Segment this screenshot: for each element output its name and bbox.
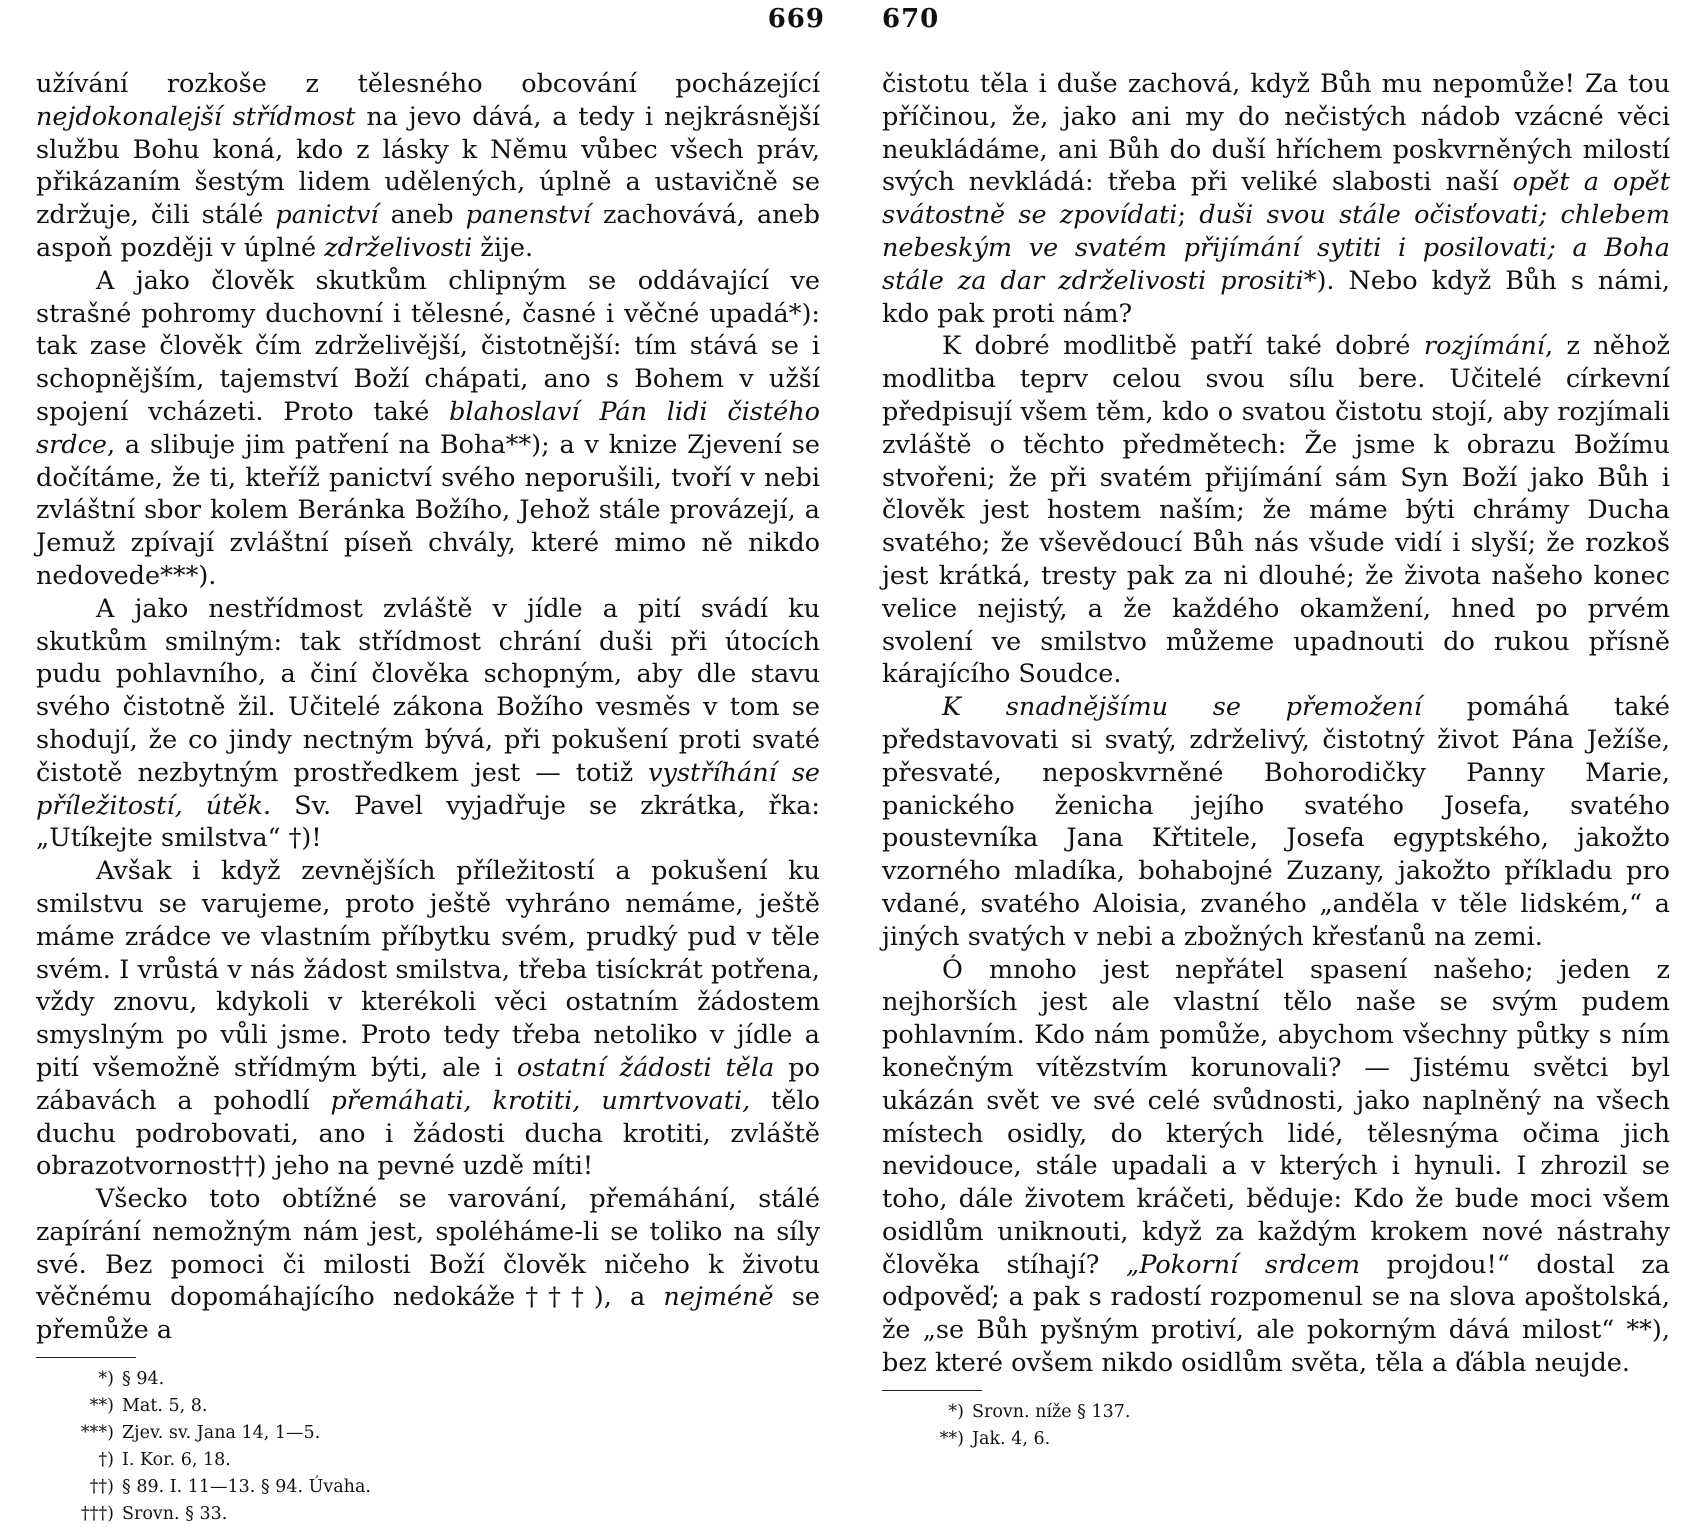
text-run: Všecko toto obtížné se varování, přemáhání, stálé zapírání nemožným nám jest, spoléháme-li se toliko na síly své. Bez pomoci či milosti Boží člověk ničeho k životu věčnému dopomáhajícího nedokáže†††), a xyxy=(36,1184,820,1313)
footnote-mark: *) xyxy=(948,1401,964,1422)
paragraph xyxy=(36,1183,820,1347)
text-run: čistotu těla i duše zachová, když Bůh mu nepomůže! Za tou příčinou, že, jako ani my do nečistých nádob vzácné věci neukládáme, ani Bůh do duší hříchem poskvrněných milostí svých nevkládá: třeba při veliké slabosti naší xyxy=(882,69,1670,198)
text-run: užívání rozkoše z tělesného obcování pocházející xyxy=(36,69,820,99)
text-run: Avšak i když zevnějších příležitostí a pokušení ku smilstvu se varujeme, proto ještě vyhráno nemáme, ještě máme zrádce ve vlastním příbytku svém, prudký pud v těle svém. I vrůstá v nás žádost smilstva, třeba tisíckrát potřena, vždy znovu, kdykoli v kterékoli věci ostatním žádostem smyslným po vůli jsme. Proto tedy třeba netoliko v jídle a pití všemožně střídmým býti, ale i xyxy=(36,856,820,1083)
text-run: Sv. Pavel vyjadřuje se zkrátka, řka: „Utíkejte smilstva“ †)! xyxy=(36,790,820,854)
footnote xyxy=(36,1447,820,1474)
emphasis-text: „Pokorní srdcem xyxy=(1126,1249,1361,1280)
emphasis-text: panictví xyxy=(275,200,379,231)
footnote xyxy=(36,1366,820,1393)
emphasis-text: zdrželivosti xyxy=(324,232,473,263)
text-run: aneb xyxy=(378,200,466,231)
footnote-text: Srovn. níže § 137. xyxy=(972,1401,1131,1422)
footnote-mark: **) xyxy=(939,1428,964,1449)
emphasis-text: duši svou stále očisťovati; chlebem nebeským ve svatém přijímání sytiti i posilovati; a Boha stále za dar zdrželivosti prositi xyxy=(882,200,1670,296)
footnote xyxy=(36,1501,820,1528)
text-run: , a slibuje jim patření na Boha**); a v knize Zjevení se dočítáme, že ti, kteříž panictví svého neporušili, tvoří v nebi zvláštní sbor kolem Beránka Božího, Jehož stále provázejí, a Jemuž zpívají zvláštní píseň chvály, které mimo ně nikdo nedovede***). xyxy=(36,429,820,591)
footnote-text: § 94. xyxy=(122,1369,165,1390)
footnote xyxy=(882,1399,1670,1426)
text-run: pomáhá také představovati si svatý, zdrželivý, čistotný život Pána Ježíše, přesvaté, neposkvrněné Bohorodičky Panny Marie, panického ženicha jejího svatého Josefa, svatého poustevníka Jana Křtitele, Josefa egyptského, jakožto vzorného mladíka, bohabojné Zuzany, jakožto příkladu pro vdané, svatého Aloisia, zvaného „anděla v těle lidském,“ a jiných svatých v nebi a zbožných křesťanů na zemi. xyxy=(882,692,1671,952)
text-run: na jevo dává, a tedy i nejkrásnější službu Bohu koná, kdo z lásky k Němu vůbec všech práv, přikázaním šestým lidem udělených, úplně a ustavičně se zdržuje, čili stálé xyxy=(36,101,820,231)
footnote-mark: †) xyxy=(98,1450,114,1471)
paragraph xyxy=(882,954,1670,1380)
text-run: zachovává, aneb aspoň později v úplné xyxy=(36,200,820,263)
text-run: A jako nestřídmost zvláště v jídle a pití svádí ku skutkům smilným: tak střídmost chrání duši při útocích pudu pohlavního, a činí člověka schopným, aby dle stavu svého čistotně žil. Učitelé zákona Božího vesměs v tom se shodují, že co jindy nectným bývá, při pokušení proti svaté čistotě nezbytným prostředkem jest — totiž xyxy=(36,593,820,788)
footnote xyxy=(36,1393,820,1420)
footnote-mark: *) xyxy=(98,1369,114,1390)
emphasis-text: K snadnějšímu se přemožení xyxy=(942,692,1422,723)
emphasis-text: přemáhati, krotiti, umrtvovati, xyxy=(330,1085,751,1116)
emphasis-text: rozjímání xyxy=(1423,331,1545,362)
footnote-text: Srovn. § 33. xyxy=(122,1504,228,1525)
paragraph xyxy=(882,330,1670,691)
text-run: K dobré modlitbě patří také dobré xyxy=(942,331,1424,362)
footnote-text: Mat. 5, 8. xyxy=(122,1396,208,1417)
footnote-separator xyxy=(36,1357,136,1358)
text-run: A jako člověk skutkům chlipným se oddávající ve strašné pohromy duchovní i tělesné, časné i věčné upadá*): tak zase člověk čím zdrželivější, čistotnější: tím stává se i schopnějším, tajemství Boží chápati, ano s Bohem v užší spojení vcházeti. Proto také xyxy=(36,265,820,427)
emphasis-text: panenství xyxy=(465,200,591,231)
text-run: ; xyxy=(1177,200,1200,231)
paragraphs xyxy=(882,68,1670,1380)
paragraph xyxy=(882,68,1670,330)
footnote-text: I. Kor. 6, 18. xyxy=(122,1450,231,1471)
text-run: po zábavách a pohodlí xyxy=(36,1052,820,1116)
footnote xyxy=(882,1426,1670,1453)
page-body xyxy=(882,68,1670,1453)
footnote-mark: **) xyxy=(89,1396,114,1417)
emphasis-text: nejméně xyxy=(663,1282,774,1313)
emphasis-text: blahoslaví Pán lidi čistého srdce xyxy=(36,396,820,460)
text-run: žije. xyxy=(472,232,534,263)
page-right xyxy=(870,0,1670,1500)
text-run: Ó mnoho jest nepřátel spasení našeho; jeden z nejhorších jest ale vlastní tělo naše se svým pudem pohlavním. Kdo nám pomůže, abychom všechny půtky s ním konečným vítězstvím korunovali? — Jistému světci byl ukázán svět ve své celé svůdnosti, jako naplněný na všech místech osidly, do kterých lidé, tělesnýma očima jich nevidouce, stále upadali a v kterých i hynuli. I zhrozil se toho, dále životem kráčeti, běduje: Kdo že bude moci všem osidlům uniknouti, když za každým krokem nové nástrahy člověka stíhají? xyxy=(882,954,1670,1280)
paragraph xyxy=(882,691,1670,953)
footnotes xyxy=(36,1366,820,1528)
text-run: *). Nebo když Bůh s námi, kdo pak proti nám? xyxy=(882,265,1670,329)
emphasis-text: opět a opět svátostně se zpovídati xyxy=(882,167,1670,231)
emphasis-text: vystříhání se příležitostí, útěk. xyxy=(36,757,821,821)
text-run: projdou!“ dostal za odpověď; a pak s radostí rozpomenul se na slova apoštolská, že „se Bůh pyšným protiví, ale pokorným dává milost“ **), bez které ovšem nikdo osidlům světa, těla a ďábla neujde. xyxy=(882,1249,1670,1379)
page-number: 669 xyxy=(767,4,825,34)
paragraph xyxy=(36,855,820,1183)
footnotes xyxy=(882,1399,1670,1453)
page-body xyxy=(36,68,820,1528)
text-run: tělo duchu podrobovati, ano i žádosti ducha krotiti, zvláště obrazotvornost††) jeho na pevné uzdě míti! xyxy=(36,1085,821,1182)
paragraph xyxy=(36,68,820,265)
paragraphs xyxy=(36,68,820,1347)
footnote-text: § 89. I. 11—13. § 94. Úvaha. xyxy=(122,1477,371,1498)
paragraph xyxy=(36,593,820,855)
footnote-mark: ††) xyxy=(89,1477,114,1498)
footnote-separator xyxy=(882,1390,982,1391)
footnote-mark: †††) xyxy=(80,1504,114,1525)
footnote-mark: ***) xyxy=(80,1423,114,1444)
emphasis-text: ostatní žádosti těla xyxy=(516,1052,775,1083)
text-run: , z něhož modlitba teprv celou svou sílu bere. Učitelé církevní předpisují všem těm, kdo o svatou čistotu stojí, aby rozjímali zvláště o těchto předmětech: Že jsme k obrazu Božímu stvořeni; že při svatém přijímání sám Syn Boží jako Bůh i člověk jest hostem naším; že máme býti chrámy Ducha svatého; že vševědoucí Bůh nás všude vidí i slyší; že rozkoš jest krátká, tresty pak za ni dlouhé; že života našeho konec velice nejistý, a že každého okamžení, hned po prvém svolení ve smilstvo můžeme upadnouti do rukou přísně kárajícího Soudce. xyxy=(882,331,1670,690)
footnote xyxy=(36,1474,820,1501)
footnote xyxy=(36,1420,820,1447)
page-left xyxy=(20,0,825,1525)
footnote-text: Zjev. sv. Jana 14, 1—5. xyxy=(122,1423,321,1444)
text-run: se přemůže a xyxy=(36,1282,820,1346)
page-number: 670 xyxy=(882,4,940,34)
emphasis-text: nejdokonalejší střídmost xyxy=(36,101,356,132)
paragraph xyxy=(36,265,820,593)
footnote-text: Jak. 4, 6. xyxy=(972,1428,1051,1449)
